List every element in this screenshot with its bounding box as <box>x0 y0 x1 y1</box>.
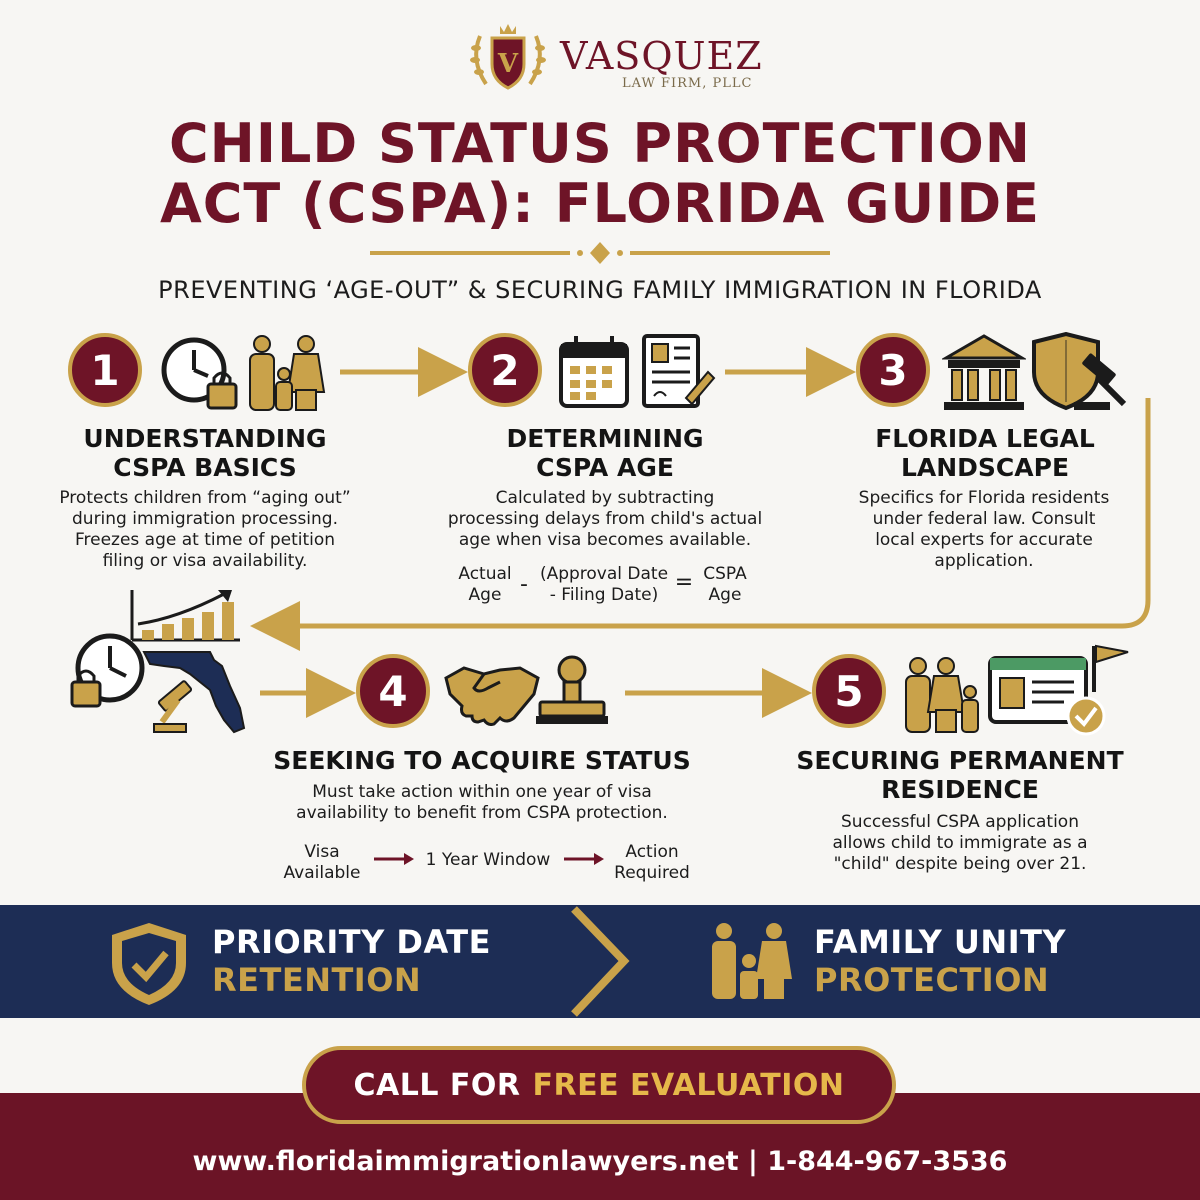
step-2-title: DETERMINING CSPA AGE <box>506 424 704 482</box>
step-1-badge: 1 <box>68 333 142 407</box>
step-3-badge: 3 <box>856 333 930 407</box>
firm-subtitle: LAW FIRM, PLLC <box>622 76 753 91</box>
step-1-description: Protects children from “aging out” during immigration processing. Freezes age at time of petition filing or visa availability. <box>59 488 351 571</box>
shield-gavel-icon <box>1030 332 1130 412</box>
florida-map-icon <box>140 646 252 736</box>
clock-lock-icon <box>158 334 240 412</box>
flow-year-window: 1 Year Window <box>425 850 551 870</box>
stamp-icon <box>534 654 610 728</box>
family-icon <box>244 332 326 412</box>
step-4-badge: 4 <box>356 654 430 728</box>
call-for-evaluation-button[interactable] <box>302 1046 896 1124</box>
benefit-1-line2: RETENTION <box>212 961 422 999</box>
step-1-title: UNDERSTANDING CSPA BASICS <box>83 424 327 482</box>
cta-label: CALL FOR <box>353 1067 521 1103</box>
page-subtitle: PREVENTING ‘AGE-OUT” & SECURING FAMILY IMMIGRATION IN FLORIDA <box>158 276 1042 304</box>
flow-action-required: Action Required <box>614 842 690 883</box>
courthouse-icon <box>942 332 1026 412</box>
page-title-line1: CHILD STATUS PROTECTION <box>169 112 1031 175</box>
benefit-band <box>0 905 1200 1018</box>
logo-mark: V <box>497 49 519 79</box>
family-icon <box>902 656 984 734</box>
flow-arrow-icon <box>562 850 606 868</box>
step-5-badge: 5 <box>812 654 886 728</box>
contact-info[interactable]: www.floridaimmigrationlawyers.net | 1-844-967-3536 <box>192 1146 1008 1177</box>
family-icon <box>708 921 792 1005</box>
step-4-title: SEEKING TO ACQUIRE STATUS <box>273 746 691 775</box>
benefit-2-line1: FAMILY UNITY <box>814 923 1067 961</box>
page-title-line2: ACT (CSPA): FLORIDA GUIDE <box>159 172 1041 235</box>
flow-visa-available: Visa Available <box>283 842 361 883</box>
formula-cspa-age: CSPA Age <box>703 564 747 605</box>
formula-actual-age: Actual Age <box>458 564 512 605</box>
step-5-title: SECURING PERMANENT RESIDENCE <box>796 746 1124 804</box>
chevron-right-icon <box>568 905 632 1018</box>
benefit-2-line2: PROTECTION <box>814 961 1050 999</box>
handshake-icon <box>444 660 540 726</box>
document-sign-icon <box>640 332 716 412</box>
step-3-description: Specifics for Florida residents under federal law. Consult local experts for accurate application. <box>858 488 1110 571</box>
green-card-icon <box>988 642 1130 736</box>
flow-arrow-icon <box>372 850 416 868</box>
cta-highlight: FREE EVALUATION <box>532 1067 845 1103</box>
step-4-description: Must take action within one year of visa availability to benefit from CSPA protection. <box>296 782 668 823</box>
benefit-1-line1: PRIORITY DATE <box>212 923 491 961</box>
formula-delay: (Approval Date - Filing Date) <box>539 564 669 605</box>
firm-name: VASQUEZ <box>560 34 763 78</box>
step-5-description: Successful CSPA application allows child to immigrate as a "child" despite being over 21. <box>832 812 1088 874</box>
formula-equals: = <box>674 570 694 595</box>
step-2-badge: 2 <box>468 333 542 407</box>
calendar-icon <box>558 334 632 410</box>
shield-check-icon <box>108 919 190 1007</box>
step-3-title: FLORIDA LEGAL LANDSCAPE <box>875 424 1095 482</box>
formula-minus: - <box>520 572 528 597</box>
step-2-description: Calculated by subtracting processing delays from child's actual age when visa becomes available. <box>447 488 763 550</box>
